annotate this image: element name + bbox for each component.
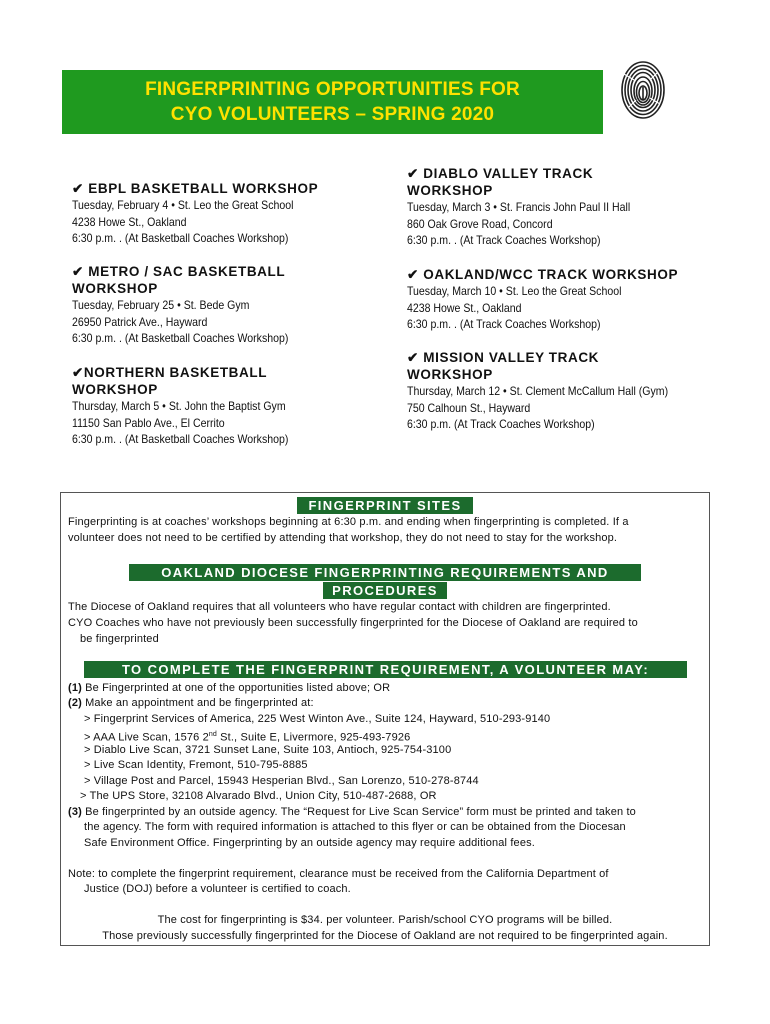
workshop-title-cont: WORKSHOP (407, 183, 493, 198)
location-item: > The UPS Store, 32108 Alvarado Blvd., Union City, 510-487-2688, OR (80, 790, 437, 802)
option-number: (2) (68, 697, 82, 709)
title-line-1: FINGERPRINTING OPPORTUNITIES FOR (145, 79, 520, 100)
diocese-header-line-2: PROCEDURES (323, 582, 447, 599)
workshop-address: 4238 Howe St., Oakland (72, 214, 187, 229)
option-3 (68, 805, 636, 821)
title-line-2: CYO VOLUNTEERS – SPRING 2020 (170, 104, 495, 125)
option-number: (3) (68, 806, 82, 818)
location-item: > Live Scan Identity, Fremont, 510-795-8885 (84, 759, 308, 771)
workshop-oakland-wcc-track (407, 266, 678, 333)
option-1 (68, 681, 390, 697)
location-item: > Village Post and Parcel, 15943 Hesperian Blvd., San Lorenzo, 510-278-8744 (84, 775, 479, 787)
workshop-title-cont: WORKSHOP (72, 281, 158, 296)
workshop-time: 6:30 p.m. . (At Basketball Coaches Workshop) (72, 331, 289, 345)
workshop-address: 750 Calhoun St., Hayward (407, 400, 531, 415)
complete-requirement-header: TO COMPLETE THE FINGERPRINT REQUIREMENT, A VOLUNTEER MAY: (84, 661, 687, 678)
workshop-date: Tuesday, February 4 • St. Leo the Great School (72, 198, 294, 212)
workshop-date: Tuesday, February 25 • St. Bede Gym (72, 298, 250, 312)
workshop-time: 6:30 p.m. . (At Basketball Coaches Workshop) (72, 432, 289, 446)
workshop-date: Thursday, March 5 • St. John the Baptist Gym (72, 399, 286, 413)
location-text: > AAA Live Scan, 1576 2 (84, 731, 209, 744)
option-text: Make an appointment and be fingerprinted at: (81, 697, 314, 709)
cost-line-1: The cost for fingerprinting is $34. per volunteer. Parish/school CYO programs will be billed. (157, 914, 613, 926)
workshop-time: 6:30 p.m. . (At Track Coaches Workshop) (407, 233, 601, 247)
note-line-1: Note: to complete the fingerprint requirement, clearance must be received from the California Department of (68, 868, 609, 880)
title-banner (62, 70, 603, 134)
workshop-time: 6:30 p.m. . (At Basketball Coaches Workshop) (72, 231, 289, 245)
option-2 (68, 696, 314, 712)
workshop-date: Tuesday, March 3 • St. Francis John Paul II Hall (407, 200, 631, 214)
workshop-title: ✔ EBPL BASKETBALL WORKSHOP (72, 181, 319, 196)
workshop-address: 4238 Howe St., Oakland (407, 300, 522, 315)
option-3-cont-1: the agency. The form with required information is attached to this flyer or can be obtained from the Diocesan (84, 821, 626, 833)
workshop-date: Thursday, March 12 • St. Clement McCallum Hall (Gym) (407, 384, 669, 398)
location-item: > Fingerprint Services of America, 225 West Winton Ave., Suite 124, Hayward, 510-293-9140 (84, 713, 551, 725)
diocese-text-1: The Diocese of Oakland requires that all volunteers who have regular contact with children are fingerprinted. (68, 601, 611, 613)
sites-text-1: Fingerprinting is at coaches’ workshops beginning at 6:30 p.m. and ending when fingerprinting is completed. If a (68, 516, 629, 528)
sites-text-2: volunteer does not need to be certified by attending that workshop, they do not need to stay for the workshop. (68, 532, 618, 544)
workshop-title: ✔ METRO / SAC BASKETBALL (72, 264, 286, 279)
workshop-address: 860 Oak Grove Road, Concord (407, 216, 553, 231)
workshop-time: 6:30 p.m. . (At Track Coaches Workshop) (407, 317, 601, 331)
workshop-time: 6:30 p.m. (At Track Coaches Workshop) (407, 417, 595, 431)
cost-line-2: Those previously successfully fingerprinted for the Diocese of Oakland are not required to be fingerprinted again. (102, 930, 668, 942)
workshop-address: 11150 San Pablo Ave., El Cerrito (72, 415, 225, 430)
workshop-mission-valley-track (407, 349, 704, 433)
workshop-date: Tuesday, March 10 • St. Leo the Great School (407, 284, 622, 298)
workshop-ebpl-basketball (72, 180, 324, 247)
workshop-title: ✔NORTHERN BASKETBALL (72, 365, 268, 380)
workshop-diablo-valley-track (407, 165, 661, 249)
diocese-text-2: CYO Coaches who have not previously been successfully fingerprinted for the Diocese of Oakland are required to (68, 617, 638, 629)
fingerprint-sites-header: FINGERPRINT SITES (297, 497, 473, 514)
workshop-title-cont: WORKSHOP (72, 382, 158, 397)
location-text: St., Suite E, Livermore, 925-493-7926 (216, 731, 411, 744)
location-superscript: nd (208, 731, 217, 738)
note-line-2: Justice (DOJ) before a volunteer is certified to coach. (84, 883, 351, 895)
workshop-metro-sac-basketball (72, 263, 318, 347)
location-item: > Diablo Live Scan, 3721 Sunset Lane, Suite 103, Antioch, 925-754-3100 (84, 744, 452, 756)
option-number: (1) (68, 682, 82, 694)
fingerprint-icon (620, 54, 666, 120)
workshop-title: ✔ MISSION VALLEY TRACK (407, 350, 600, 365)
workshop-northern-basketball (72, 364, 318, 448)
diocese-text-3: be fingerprinted (80, 633, 159, 645)
workshop-title: ✔ OAKLAND/WCC TRACK WORKSHOP (407, 267, 679, 282)
option-text: Be fingerprinted by an outside agency. The “Request for Live Scan Service” form must be printed and taken to (81, 806, 636, 818)
workshop-address: 26950 Patrick Ave., Hayward (72, 314, 208, 329)
diocese-header-line-1: OAKLAND DIOCESE FINGERPRINTING REQUIREMENTS AND (129, 564, 641, 581)
workshop-title: ✔ DIABLO VALLEY TRACK (407, 166, 594, 181)
option-text: Be Fingerprinted at one of the opportunities listed above; OR (81, 682, 391, 694)
workshop-title-cont: WORKSHOP (407, 367, 493, 382)
option-3-cont-2: Safe Environment Office. Fingerprinting by an outside agency may require additional fees. (84, 837, 535, 849)
